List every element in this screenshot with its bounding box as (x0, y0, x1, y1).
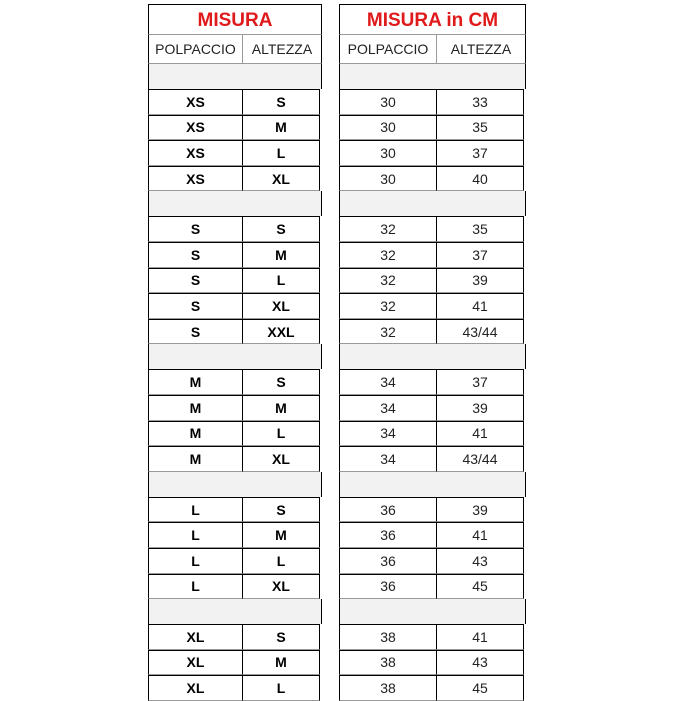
polpaccio-cell: 36 (339, 548, 436, 574)
altezza-cell: M (242, 650, 320, 676)
size-table-title: MISURA (148, 4, 322, 35)
header-altezza-cm: ALTEZZA (450, 41, 512, 57)
polpaccio-cell: XS (148, 115, 242, 141)
altezza-cell: L (242, 675, 320, 701)
table-row (339, 319, 526, 345)
group-spacer (148, 64, 322, 89)
altezza-cell: S (242, 369, 320, 395)
altezza-cell: 35 (436, 115, 524, 141)
polpaccio-cell: M (148, 421, 242, 447)
altezza-cell: 43/44 (436, 446, 524, 472)
polpaccio-cell: 36 (339, 497, 436, 523)
polpaccio-cell: 30 (339, 115, 436, 141)
polpaccio-cell: 38 (339, 624, 436, 650)
altezza-cell: S (242, 624, 320, 650)
table-row (339, 166, 526, 192)
polpaccio-cell: XS (148, 89, 242, 115)
polpaccio-cell: 38 (339, 675, 436, 701)
size-table-header (148, 35, 322, 64)
table-row (148, 650, 322, 676)
table-row (339, 89, 526, 115)
table-row (148, 115, 322, 141)
polpaccio-cell: 34 (339, 395, 436, 421)
polpaccio-cell: 34 (339, 446, 436, 472)
altezza-cell: XL (242, 446, 320, 472)
table-row (148, 293, 322, 319)
table-row (339, 242, 526, 268)
polpaccio-cell: M (148, 446, 242, 472)
altezza-cell: XL (242, 166, 320, 192)
table-row (148, 624, 322, 650)
size-table (148, 4, 322, 701)
polpaccio-cell: M (148, 369, 242, 395)
altezza-cell: 40 (436, 166, 524, 192)
cm-table-body (339, 64, 526, 701)
table-row (148, 446, 322, 472)
table-row (339, 548, 526, 574)
cm-table-header (339, 35, 526, 64)
altezza-cell: XXL (242, 319, 320, 345)
altezza-cell: M (242, 395, 320, 421)
altezza-cell: M (242, 115, 320, 141)
polpaccio-cell: 34 (339, 369, 436, 395)
table-row (339, 395, 526, 421)
group-spacer (339, 64, 526, 89)
polpaccio-cell: L (148, 497, 242, 523)
table-row (148, 574, 322, 600)
table-row (339, 624, 526, 650)
altezza-cell: 41 (436, 421, 524, 447)
polpaccio-cell: 34 (339, 421, 436, 447)
polpaccio-cell: L (148, 548, 242, 574)
polpaccio-cell: 32 (339, 293, 436, 319)
altezza-cell: 39 (436, 395, 524, 421)
table-row (148, 369, 322, 395)
polpaccio-cell: L (148, 522, 242, 548)
table-row (339, 216, 526, 242)
header-altezza: ALTEZZA (251, 41, 313, 57)
group-spacer (148, 599, 322, 624)
table-row (148, 89, 322, 115)
polpaccio-cell: L (148, 574, 242, 600)
altezza-cell: 45 (436, 675, 524, 701)
altezza-cell: M (242, 242, 320, 268)
polpaccio-cell: XS (148, 166, 242, 192)
table-row (339, 140, 526, 166)
altezza-cell: S (242, 216, 320, 242)
altezza-cell: 41 (436, 522, 524, 548)
altezza-cell: 39 (436, 268, 524, 294)
table-row (339, 574, 526, 600)
polpaccio-cell: M (148, 395, 242, 421)
polpaccio-cell: XL (148, 675, 242, 701)
altezza-cell: S (242, 89, 320, 115)
altezza-cell: 41 (436, 624, 524, 650)
polpaccio-cell: S (148, 293, 242, 319)
polpaccio-cell: XL (148, 650, 242, 676)
table-row (339, 369, 526, 395)
group-spacer (148, 191, 322, 216)
polpaccio-cell: 30 (339, 140, 436, 166)
table-row (148, 268, 322, 294)
altezza-cell: 37 (436, 369, 524, 395)
table-row (148, 675, 322, 701)
altezza-cell: 39 (436, 497, 524, 523)
altezza-cell: M (242, 522, 320, 548)
table-row (148, 497, 322, 523)
altezza-cell: S (242, 497, 320, 523)
cm-table-title: MISURA in CM (339, 4, 526, 35)
altezza-cell: 43/44 (436, 319, 524, 345)
altezza-cell: L (242, 421, 320, 447)
header-polpaccio-cm: POLPACCIO (340, 35, 437, 63)
table-row (148, 522, 322, 548)
altezza-cell: L (242, 268, 320, 294)
group-spacer (148, 472, 322, 497)
table-row (148, 395, 322, 421)
table-row (339, 675, 526, 701)
polpaccio-cell: 30 (339, 166, 436, 192)
header-polpaccio: POLPACCIO (149, 35, 243, 63)
polpaccio-cell: 32 (339, 268, 436, 294)
table-row (339, 421, 526, 447)
polpaccio-cell: 36 (339, 574, 436, 600)
altezza-cell: 43 (436, 548, 524, 574)
altezza-cell: XL (242, 293, 320, 319)
table-row (148, 140, 322, 166)
table-row (339, 293, 526, 319)
table-row (339, 650, 526, 676)
size-table-body (148, 64, 322, 701)
table-row (339, 446, 526, 472)
altezza-cell: 45 (436, 574, 524, 600)
table-row (339, 115, 526, 141)
polpaccio-cell: S (148, 319, 242, 345)
group-spacer (339, 599, 526, 624)
polpaccio-cell: 30 (339, 89, 436, 115)
table-row (148, 319, 322, 345)
group-spacer (148, 344, 322, 369)
altezza-cell: 37 (436, 242, 524, 268)
table-row (148, 216, 322, 242)
table-row (339, 522, 526, 548)
altezza-cell: 37 (436, 140, 524, 166)
polpaccio-cell: XL (148, 624, 242, 650)
polpaccio-cell: S (148, 216, 242, 242)
table-row (148, 242, 322, 268)
polpaccio-cell: 32 (339, 216, 436, 242)
polpaccio-cell: 32 (339, 242, 436, 268)
polpaccio-cell: 38 (339, 650, 436, 676)
altezza-cell: XL (242, 574, 320, 600)
table-row (148, 548, 322, 574)
cm-table (339, 4, 526, 701)
altezza-cell: 35 (436, 216, 524, 242)
polpaccio-cell: 36 (339, 522, 436, 548)
polpaccio-cell: XS (148, 140, 242, 166)
group-spacer (339, 191, 526, 216)
altezza-cell: L (242, 548, 320, 574)
altezza-cell: 33 (436, 89, 524, 115)
table-row (148, 166, 322, 192)
polpaccio-cell: 32 (339, 319, 436, 345)
polpaccio-cell: S (148, 268, 242, 294)
group-spacer (339, 472, 526, 497)
polpaccio-cell: S (148, 242, 242, 268)
table-row (339, 268, 526, 294)
altezza-cell: 41 (436, 293, 524, 319)
altezza-cell: 43 (436, 650, 524, 676)
table-row (148, 421, 322, 447)
table-row (339, 497, 526, 523)
group-spacer (339, 344, 526, 369)
altezza-cell: L (242, 140, 320, 166)
